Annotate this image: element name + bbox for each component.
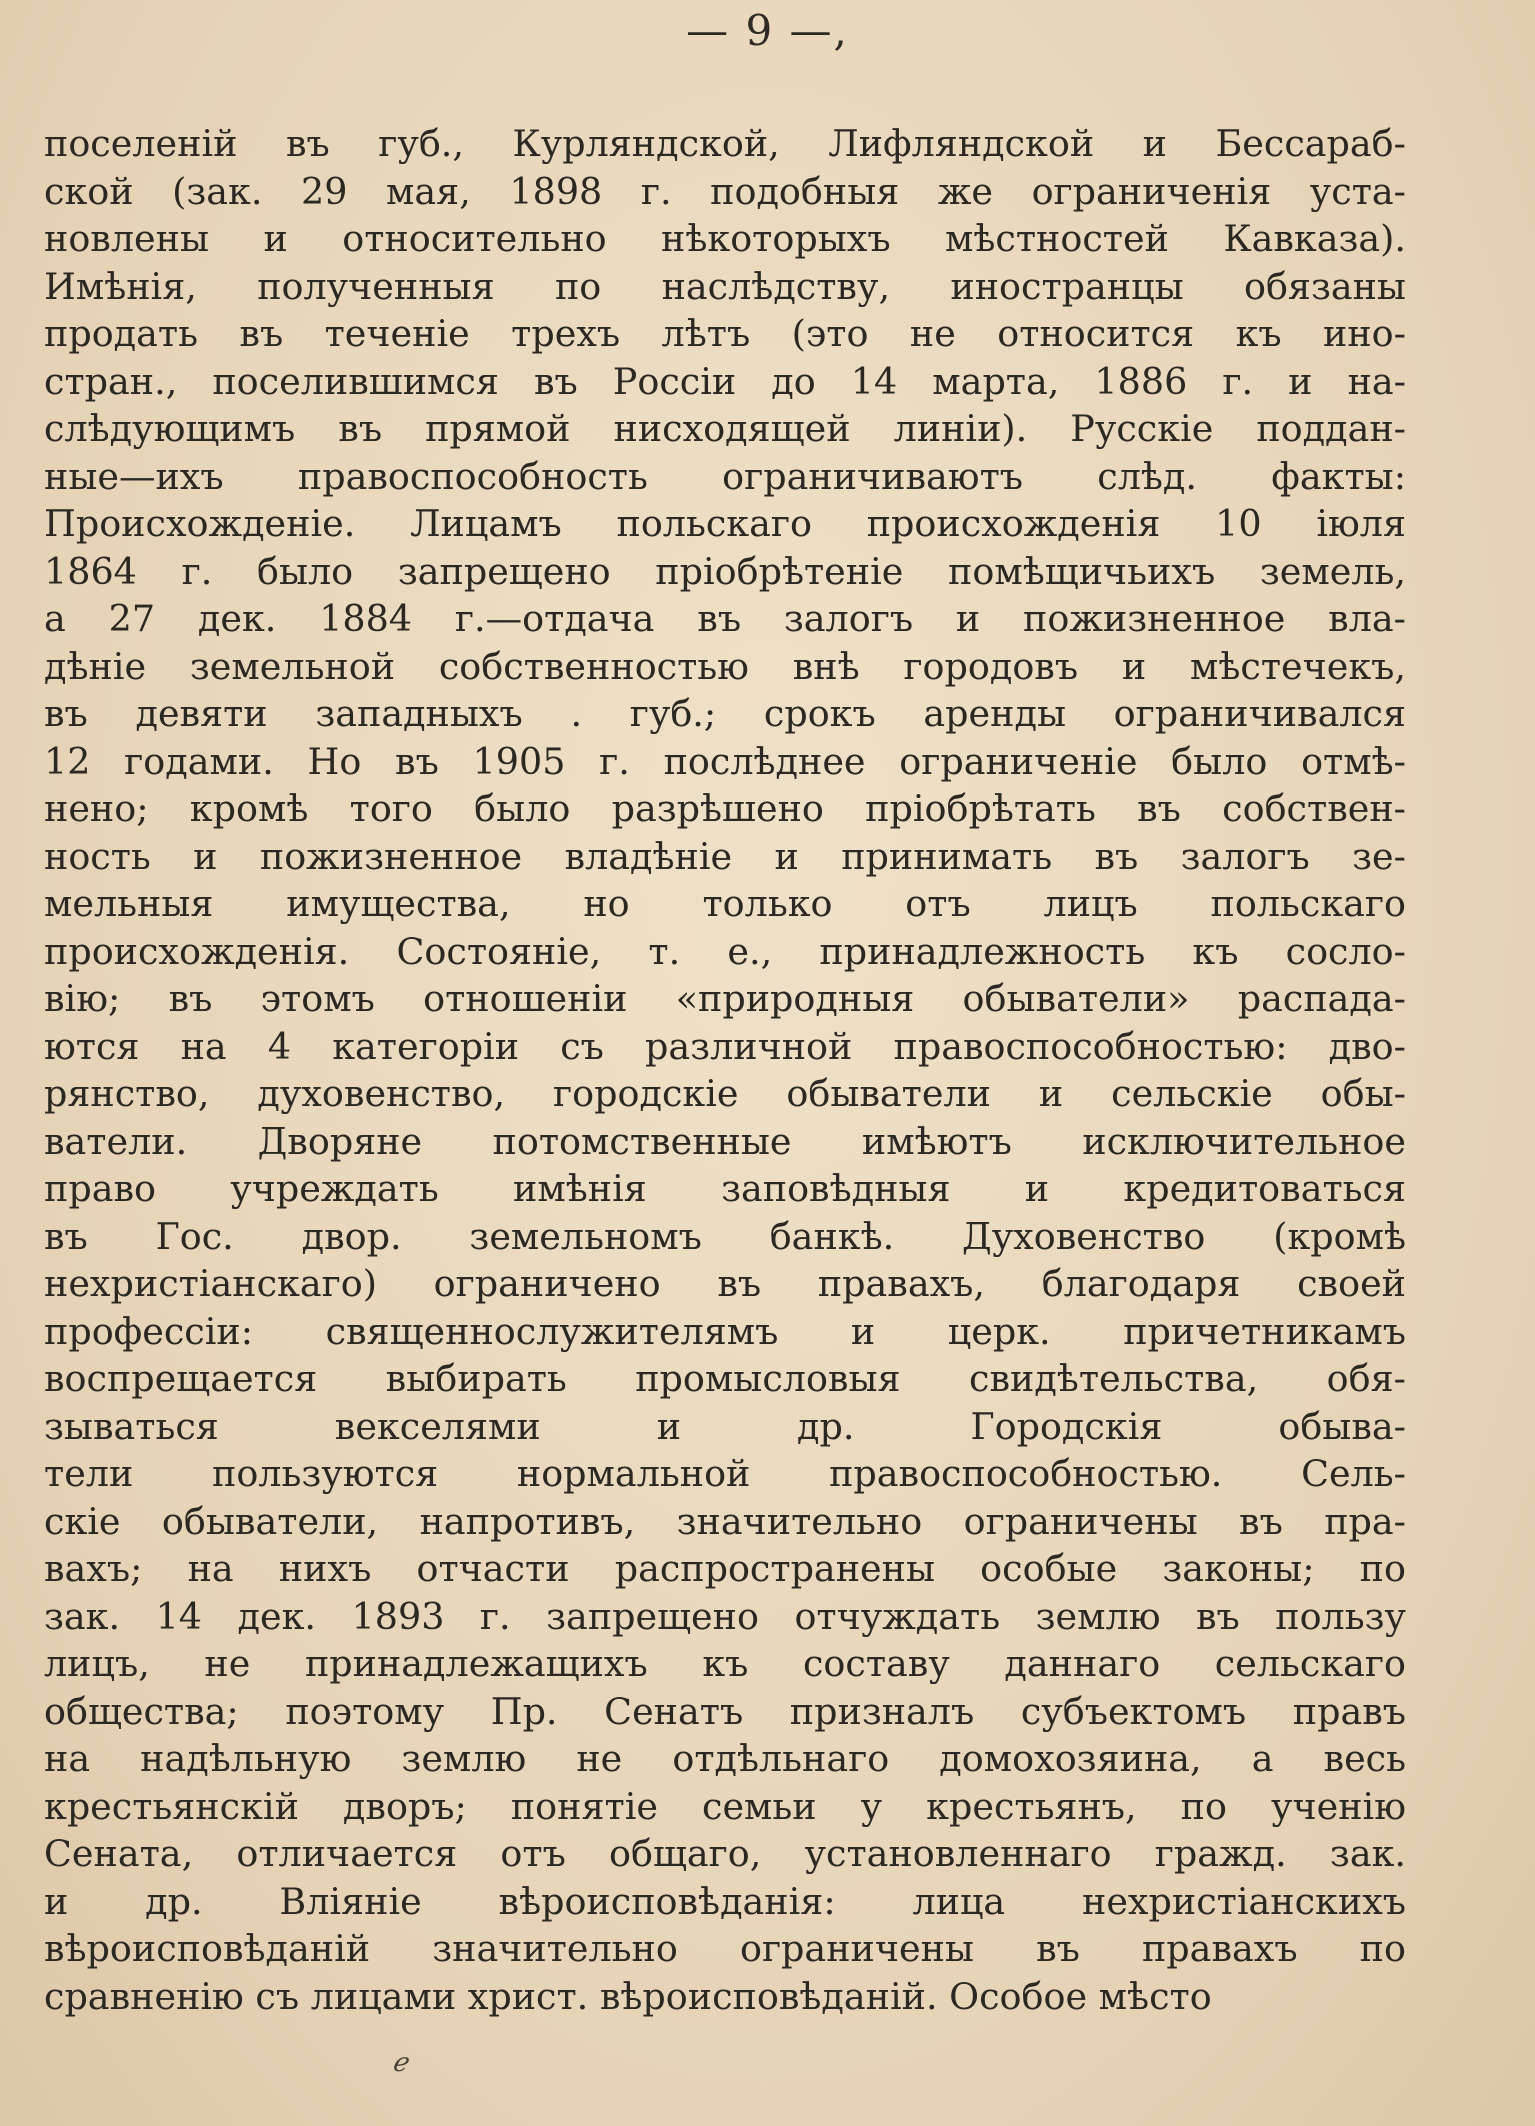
text-line: профессіи: священнослужителямъ и церк. причетникамъ — [44, 1309, 1406, 1353]
text-line: вахъ; на нихъ отчасти распространены особые законы; по — [44, 1547, 1406, 1590]
text-line: зываться векселями и др. Городскія обыва- — [44, 1404, 1406, 1448]
footer-mark: ℯ — [392, 2048, 408, 2078]
text-line: зак. 14 дек. 1893 г. запрещено отчуждать землю въ пользу — [44, 1594, 1406, 1638]
text-line: сравненію съ лицами христ. вѣроисповѣданій. Особое мѣсто — [44, 1974, 1212, 2018]
text-line: ватели. Дворяне потомственные имѣютъ исключительное — [44, 1119, 1406, 1163]
text-line: слѣдующимъ въ прямой нисходящей линіи). Русскіе поддан- — [44, 407, 1406, 450]
text-line: Сената, отличается отъ общаго, установленнаго гражд. зак. — [44, 1832, 1406, 1875]
text-line: 12 годами. Но въ 1905 г. послѣднее ограниченіе было отмѣ- — [44, 739, 1406, 783]
text-line: воспрещается выбирать промысловыя свидѣтельства, обя- — [44, 1357, 1406, 1400]
text-line: на надѣльную землю не отдѣльнаго домохозяина, а весь — [44, 1737, 1406, 1780]
text-line: крестьянскій дворъ; понятіе семьи у крестьянъ, по ученію — [44, 1784, 1406, 1828]
text-line: дѣніе земельной собственностью внѣ городовъ и мѣстечекъ, — [44, 644, 1406, 688]
text-line: продать въ теченіе трехъ лѣтъ (это не относится къ ино- — [44, 312, 1406, 355]
text-line: новлены и относительно нѣкоторыхъ мѣстностей Кавказа). — [44, 217, 1406, 260]
text-line: общества; поэтому Пр. Сенатъ призналъ субъектомъ правъ — [44, 1689, 1406, 1733]
text-line: въ Гос. двор. земельномъ банкѣ. Духовенство (кромѣ — [44, 1214, 1406, 1258]
text-line: поселеній въ губ., Курляндской, Лифляндской и Бессараб- — [44, 122, 1406, 165]
text-line: вію; въ этомъ отношеніи «природныя обыватели» распада- — [44, 977, 1406, 1020]
text-line: 1864 г. было запрещено пріобрѣтеніе помѣщичьихъ земель, — [44, 549, 1406, 593]
text-line: нехристіанскаго) ограничено въ правахъ, благодаря своей — [44, 1262, 1406, 1305]
text-line: ской (зак. 29 мая, 1898 г. подобныя же ограниченія уста- — [44, 169, 1406, 213]
page-number: — 9 —, — [686, 6, 849, 55]
text-line: нено; кромѣ того было разрѣшено пріобрѣтать въ собствен- — [44, 787, 1406, 830]
text-line: Происхожденіе. Лицамъ польскаго происхожденія 10 іюля — [44, 502, 1406, 545]
text-line: скіе обыватели, напротивъ, значительно ограничены въ пра- — [44, 1499, 1406, 1543]
text-line: ные—ихъ правоспособность ограничиваютъ слѣд. факты: — [44, 454, 1406, 498]
text-line: ются на 4 категоріи съ различной правоспособностью: дво- — [44, 1024, 1406, 1068]
text-line: право учреждать имѣнія заповѣдныя и кредитоваться — [44, 1167, 1406, 1210]
text-line: Имѣнія, полученныя по наслѣдству, иностранцы обязаны — [44, 264, 1406, 308]
text-line: тели пользуются нормальной правоспособностью. Сель- — [44, 1452, 1406, 1495]
text-line: лицъ, не принадлежащихъ къ составу даннаго сельскаго — [44, 1642, 1406, 1685]
text-line: происхожденія. Состояніе, т. е., принадлежность къ сосло- — [44, 929, 1406, 973]
text-line: рянство, духовенство, городскіе обыватели и сельскіе обы- — [44, 1072, 1406, 1115]
text-line: въ девяти западныхъ . губ.; срокъ аренды ограничивался — [44, 692, 1406, 735]
text-line: стран., поселившимся въ Россіи до 14 марта, 1886 г. и на- — [44, 359, 1406, 403]
text-line: и др. Вліяніе вѣроисповѣданія: лица нехристіанскихъ — [44, 1879, 1406, 1923]
text-line: мельныя имущества, но только отъ лицъ польскаго — [44, 882, 1406, 925]
text-line: а 27 дек. 1884 г.—отдача въ залогъ и пожизненное вла- — [44, 597, 1406, 640]
body-text — [44, 120, 1406, 2020]
text-line: вѣроисповѣданій значительно ограничены въ правахъ по — [44, 1927, 1406, 1970]
text-line: ность и пожизненное владѣніе и принимать въ залогъ зе- — [44, 834, 1406, 878]
